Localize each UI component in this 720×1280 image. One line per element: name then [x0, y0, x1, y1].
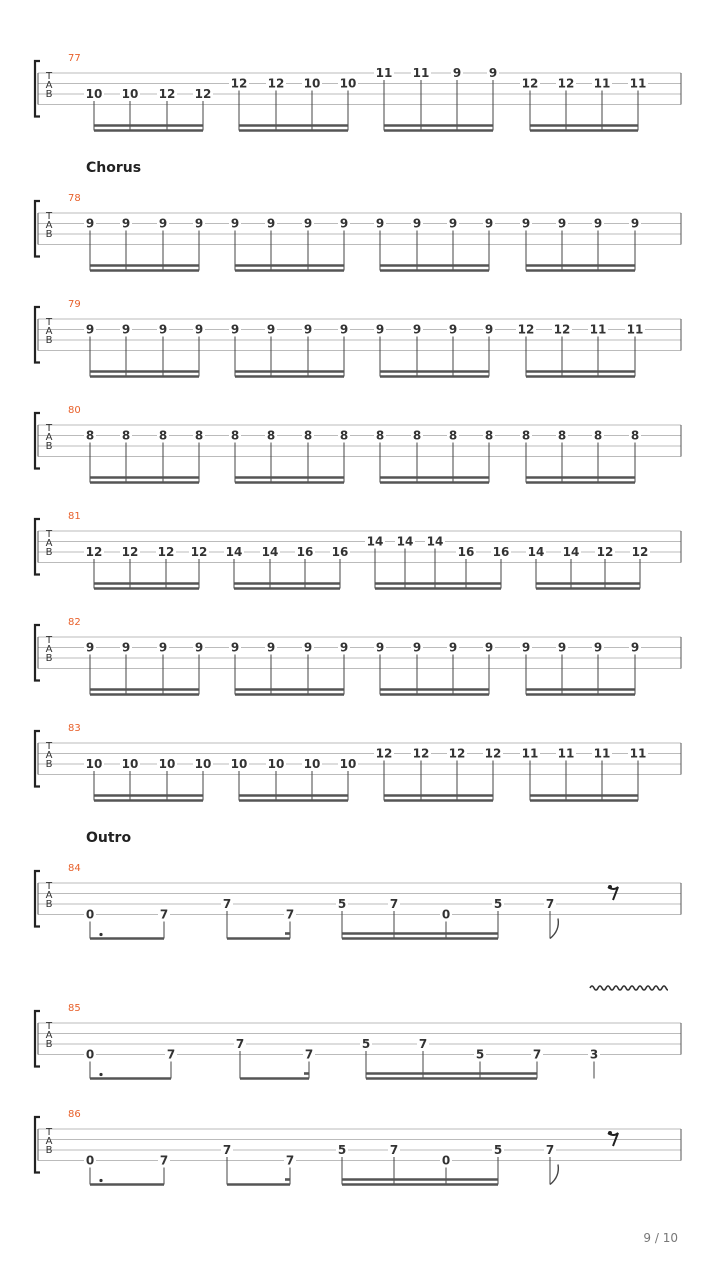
fret-number: 9: [375, 322, 385, 337]
rhythm-dot: [99, 933, 102, 936]
fret-number: 12: [194, 87, 212, 101]
fret-number: 9: [230, 216, 240, 231]
fret-number: 11: [412, 66, 430, 80]
fret-number: 12: [557, 76, 575, 91]
fret-number: 0: [85, 1047, 95, 1062]
measure-number: 85: [68, 1003, 81, 1014]
fret-number: 11: [589, 322, 607, 337]
fret-number: 9: [412, 216, 422, 231]
fret-number: 11: [593, 746, 611, 761]
fret-number: 7: [389, 897, 399, 911]
fret-number: 14: [366, 534, 384, 549]
fret-number: 14: [396, 534, 414, 549]
fret-number: 0: [85, 1153, 95, 1168]
fret-number: 9: [194, 322, 204, 337]
fret-number: 12: [157, 545, 175, 559]
measure-number: 78: [68, 193, 81, 204]
fret-number: 9: [521, 216, 531, 231]
tab-clef-letter: A: [45, 890, 53, 901]
fret-number: 8: [521, 428, 531, 443]
fret-number: 11: [593, 76, 611, 91]
fret-number: 7: [235, 1037, 245, 1051]
fret-number: 0: [85, 907, 95, 922]
tab-system-85: [0, 993, 720, 1103]
fret-number: 12: [121, 545, 139, 559]
fret-number: 9: [448, 216, 458, 231]
fret-number: 11: [629, 76, 647, 91]
fret-number: 9: [448, 640, 458, 655]
tab-clef-letter: A: [45, 220, 53, 231]
tab-system-79: [0, 289, 720, 399]
fret-number: 9: [557, 216, 567, 231]
fret-number: 10: [339, 757, 357, 771]
fret-number: 16: [331, 545, 349, 559]
fret-number: 10: [339, 76, 357, 91]
fret-number: 11: [375, 66, 393, 80]
fret-number: 9: [303, 640, 313, 655]
fret-number: 16: [457, 545, 475, 559]
fret-number: 9: [230, 322, 240, 337]
tab-clef-letter: T: [45, 881, 53, 892]
tab-clef-letter: B: [45, 1145, 53, 1156]
tab-clef-letter: A: [45, 1030, 53, 1041]
fret-number: 14: [527, 545, 545, 559]
fret-number: 10: [303, 76, 321, 91]
tab-clef-letter: B: [45, 759, 53, 770]
fret-number: 12: [412, 746, 430, 761]
fret-number: 16: [296, 545, 314, 559]
fret-number: 10: [267, 757, 285, 771]
section-label: Outro: [86, 830, 132, 846]
fret-number: 7: [545, 897, 555, 911]
fret-number: 7: [159, 907, 169, 922]
measure-number: 81: [68, 511, 81, 522]
fret-number: 9: [339, 640, 349, 655]
fret-number: 10: [85, 757, 103, 771]
fret-number: 11: [557, 746, 575, 761]
fret-number: 7: [222, 1143, 232, 1157]
fret-number: 0: [441, 907, 451, 922]
fret-number: 12: [631, 545, 649, 559]
fret-number: 8: [339, 428, 349, 443]
fret-number: 7: [418, 1037, 428, 1051]
fret-number: 10: [194, 757, 212, 771]
tab-clef-letter: T: [45, 423, 53, 434]
fret-number: 8: [121, 428, 131, 443]
fret-number: 12: [375, 746, 393, 761]
fret-number: 3: [589, 1047, 599, 1062]
fret-number: 8: [630, 428, 640, 443]
fret-number: 9: [375, 216, 385, 231]
tab-clef-letter: A: [45, 326, 53, 337]
tab-system-86: [0, 1099, 720, 1209]
fret-number: 9: [630, 216, 640, 231]
fret-number: 5: [337, 897, 347, 911]
fret-number: 11: [626, 322, 644, 337]
vibrato-mark: [588, 982, 668, 994]
fret-number: 7: [285, 907, 295, 922]
fret-number: 8: [85, 428, 95, 443]
measure-number: 86: [68, 1109, 81, 1120]
fret-number: 12: [448, 746, 466, 761]
fret-number: 8: [158, 428, 168, 443]
fret-number: 14: [225, 545, 243, 559]
fret-number: 9: [303, 322, 313, 337]
fret-number: 9: [194, 640, 204, 655]
fret-number: 9: [266, 640, 276, 655]
fret-number: 8: [375, 428, 385, 443]
fret-number: 7: [389, 1143, 399, 1157]
tab-clef-letter: A: [45, 644, 53, 655]
tab-clef-letter: T: [45, 317, 53, 328]
tab-clef-letter: T: [45, 211, 53, 222]
fret-number: 16: [492, 545, 510, 559]
measure-number: 77: [68, 53, 81, 64]
fret-number: 9: [158, 640, 168, 655]
fret-number: 9: [85, 640, 95, 655]
fret-number: 7: [304, 1047, 314, 1062]
fret-number: 9: [158, 322, 168, 337]
note-flag: [550, 919, 558, 939]
fret-number: 9: [557, 640, 567, 655]
fret-number: 9: [375, 640, 385, 655]
section-label: Chorus: [86, 160, 142, 176]
fret-number: 9: [121, 216, 131, 231]
tab-system-82: [0, 607, 720, 717]
measure-number: 82: [68, 617, 81, 628]
fret-number: 12: [517, 322, 535, 337]
fret-number: 8: [230, 428, 240, 443]
fret-number: 12: [158, 87, 176, 101]
fret-number: 12: [596, 545, 614, 559]
fret-number: 9: [488, 66, 498, 80]
fret-number: 14: [562, 545, 580, 559]
fret-number: 9: [85, 216, 95, 231]
tab-system-84: [0, 853, 720, 963]
fret-number: 9: [266, 322, 276, 337]
tab-clef-letter: B: [45, 441, 53, 452]
fret-number: 9: [121, 640, 131, 655]
fret-number: 12: [521, 76, 539, 91]
fret-number: 9: [484, 216, 494, 231]
eighth-rest-dot: [608, 885, 612, 889]
fret-number: 9: [448, 322, 458, 337]
fret-number: 9: [121, 322, 131, 337]
tab-clef-letter: T: [45, 741, 53, 752]
fret-number: 10: [303, 757, 321, 771]
fret-number: 9: [303, 216, 313, 231]
fret-number: 11: [521, 746, 539, 761]
fret-number: 5: [361, 1037, 371, 1051]
fret-number: 11: [629, 746, 647, 761]
fret-number: 0: [441, 1153, 451, 1168]
measure-number: 83: [68, 723, 81, 734]
fret-number: 9: [158, 216, 168, 231]
fret-number: 12: [230, 76, 248, 91]
tab-system-78: [0, 183, 720, 293]
tab-clef-letter: T: [45, 635, 53, 646]
fret-number: 9: [484, 322, 494, 337]
fret-number: 8: [557, 428, 567, 443]
fret-number: 9: [230, 640, 240, 655]
fret-number: 5: [493, 897, 503, 911]
fret-number: 12: [484, 746, 502, 761]
fret-number: 14: [426, 534, 444, 549]
tab-system-81: [0, 501, 720, 611]
fret-number: 7: [285, 1153, 295, 1168]
fret-number: 8: [303, 428, 313, 443]
fret-number: 9: [521, 640, 531, 655]
fret-number: 12: [553, 322, 571, 337]
fret-number: 7: [159, 1153, 169, 1168]
fret-number: 9: [452, 66, 462, 80]
tab-clef-letter: B: [45, 653, 53, 664]
fret-number: 10: [158, 757, 176, 771]
fret-number: 9: [593, 640, 603, 655]
tab-clef-letter: T: [45, 71, 53, 82]
tab-clef-letter: B: [45, 335, 53, 346]
tab-clef-letter: B: [45, 229, 53, 240]
fret-number: 12: [190, 545, 208, 559]
fret-number: 8: [266, 428, 276, 443]
fret-number: 8: [484, 428, 494, 443]
fret-number: 9: [194, 216, 204, 231]
measure-number: 84: [68, 863, 81, 874]
fret-number: 8: [194, 428, 204, 443]
fret-number: 10: [121, 87, 139, 101]
measure-number: 79: [68, 299, 81, 310]
tab-clef-letter: B: [45, 1039, 53, 1050]
fret-number: 5: [493, 1143, 503, 1157]
fret-number: 9: [484, 640, 494, 655]
fret-number: 8: [412, 428, 422, 443]
fret-number: 7: [166, 1047, 176, 1062]
fret-number: 9: [85, 322, 95, 337]
fret-number: 10: [230, 757, 248, 771]
fret-number: 12: [85, 545, 103, 559]
fret-number: 5: [337, 1143, 347, 1157]
tab-clef-letter: A: [45, 750, 53, 761]
fret-number: 8: [448, 428, 458, 443]
fret-number: 14: [261, 545, 279, 559]
fret-number: 9: [593, 216, 603, 231]
fret-number: 10: [121, 757, 139, 771]
tab-system-77: [0, 43, 720, 153]
tab-system-83: [0, 713, 720, 823]
tab-clef-letter: B: [45, 899, 53, 910]
tab-clef-letter: A: [45, 538, 53, 549]
fret-number: 5: [475, 1047, 485, 1062]
fret-number: 9: [339, 216, 349, 231]
fret-number: 9: [412, 640, 422, 655]
tab-clef-letter: A: [45, 80, 53, 91]
fret-number: 9: [339, 322, 349, 337]
rhythm-dot: [99, 1179, 102, 1182]
fret-number: 7: [532, 1047, 542, 1062]
tab-clef-letter: A: [45, 432, 53, 443]
tab-clef-letter: A: [45, 1136, 53, 1147]
note-flag: [550, 1165, 558, 1185]
tab-clef-letter: T: [45, 1021, 53, 1032]
tab-clef-letter: B: [45, 547, 53, 558]
tab-clef-letter: T: [45, 529, 53, 540]
fret-number: 12: [267, 76, 285, 91]
tab-clef-letter: B: [45, 89, 53, 100]
fret-number: 9: [266, 216, 276, 231]
tab-system-80: [0, 395, 720, 505]
fret-number: 7: [222, 897, 232, 911]
fret-number: 7: [545, 1143, 555, 1157]
eighth-rest-dot: [608, 1131, 612, 1135]
page-number: 9 / 10: [643, 1231, 678, 1245]
fret-number: 8: [593, 428, 603, 443]
tab-clef-letter: T: [45, 1127, 53, 1138]
fret-number: 9: [412, 322, 422, 337]
measure-number: 80: [68, 405, 81, 416]
fret-number: 10: [85, 87, 103, 101]
fret-number: 9: [630, 640, 640, 655]
rhythm-dot: [99, 1073, 102, 1076]
